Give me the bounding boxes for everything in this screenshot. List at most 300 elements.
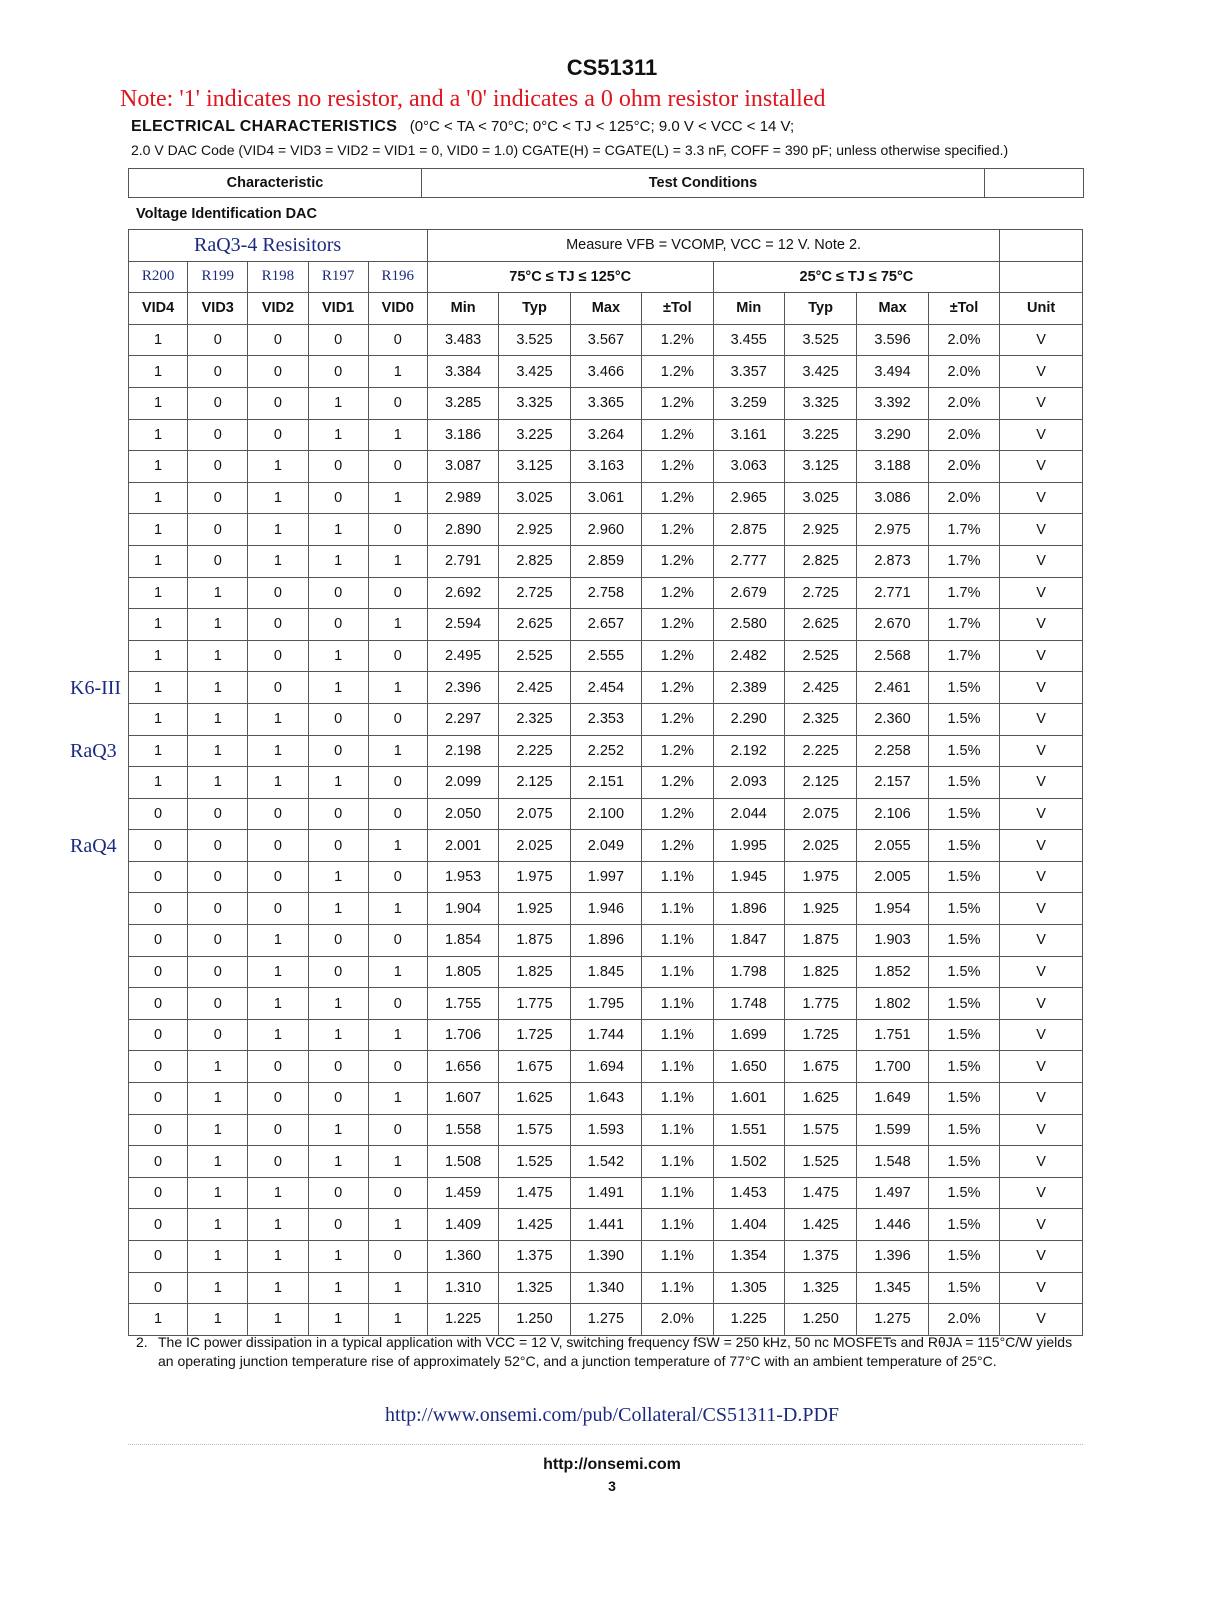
- table-cell: V: [1000, 1051, 1083, 1083]
- table-cell: 1.475: [499, 1177, 570, 1209]
- table-cell: 1: [308, 672, 368, 704]
- table-row: [129, 1241, 1083, 1273]
- table-cell: 1.409: [427, 1209, 498, 1241]
- table-cell: 2.225: [784, 735, 856, 767]
- table-cell: 1.5%: [928, 830, 1000, 862]
- column-header: Typ: [784, 293, 856, 325]
- table-cell: 2.0%: [928, 482, 1000, 514]
- table-cell: 0: [129, 1241, 188, 1273]
- table-cell: 1.390: [570, 1241, 641, 1273]
- table-cell: 0: [129, 798, 188, 830]
- table-cell: 1.396: [857, 1241, 928, 1273]
- table-cell: 2.725: [784, 577, 856, 609]
- table-cell: V: [1000, 482, 1083, 514]
- table-cell: 1: [368, 735, 427, 767]
- column-header: Min: [427, 293, 498, 325]
- table-cell: V: [1000, 767, 1083, 799]
- table-cell: 0: [368, 577, 427, 609]
- table-cell: 1.852: [857, 956, 928, 988]
- table-cell: 2.055: [857, 830, 928, 862]
- table-cell: 1.2%: [642, 356, 713, 388]
- table-cell: 3.025: [499, 482, 570, 514]
- table-cell: 1: [308, 1114, 368, 1146]
- table-cell: 0: [308, 324, 368, 356]
- resistor-label: R196: [368, 261, 427, 293]
- table-cell: 1: [248, 988, 308, 1020]
- table-cell: 1.375: [499, 1241, 570, 1273]
- table-cell: 1.508: [427, 1146, 498, 1178]
- table-cell: 3.525: [784, 324, 856, 356]
- table-cell: 1.1%: [642, 893, 713, 925]
- table-cell: 1: [129, 703, 188, 735]
- table-cell: 1.847: [713, 925, 784, 957]
- table-cell: 1.755: [427, 988, 498, 1020]
- table-cell: 1.1%: [642, 1177, 713, 1209]
- table-cell: 1.2%: [642, 324, 713, 356]
- table-cell: 1.875: [499, 925, 570, 957]
- table-row: [129, 324, 1083, 356]
- resistor-label: R198: [248, 261, 308, 293]
- table-cell: 3.025: [784, 482, 856, 514]
- table-cell: 1.751: [857, 1019, 928, 1051]
- table-cell: 1: [129, 356, 188, 388]
- table-cell: 1: [308, 514, 368, 546]
- temp-range-low: 25°C ≤ TJ ≤ 75°C: [713, 261, 1000, 293]
- table-cell: 1.5%: [928, 735, 1000, 767]
- table-cell: V: [1000, 798, 1083, 830]
- table-cell: 2.075: [784, 798, 856, 830]
- table-cell: 1: [368, 545, 427, 577]
- table-cell: 0: [129, 893, 188, 925]
- table-row: [129, 387, 1083, 419]
- table-cell: 1.798: [713, 956, 784, 988]
- table-cell: 1.5%: [928, 1209, 1000, 1241]
- table-cell: 1.744: [570, 1019, 641, 1051]
- table-cell: 1.1%: [642, 1272, 713, 1304]
- table-cell: 0: [129, 861, 188, 893]
- table-cell: 2.791: [427, 545, 498, 577]
- table-cell: 0: [188, 419, 248, 451]
- table-cell: 1.1%: [642, 1083, 713, 1115]
- table-cell: 2.389: [713, 672, 784, 704]
- table-cell: 1: [368, 830, 427, 862]
- table-row: [129, 1209, 1083, 1241]
- table-cell: 3.466: [570, 356, 641, 388]
- table-cell: V: [1000, 1019, 1083, 1051]
- table-cell: 1.525: [499, 1146, 570, 1178]
- table-cell: 0: [188, 482, 248, 514]
- table-cell: 1: [188, 1051, 248, 1083]
- table-cell: 1.325: [784, 1272, 856, 1304]
- table-cell: 2.258: [857, 735, 928, 767]
- table-cell: 1: [188, 672, 248, 704]
- table-cell: 1: [248, 735, 308, 767]
- table-cell: 0: [308, 703, 368, 735]
- table-cell: 3.325: [499, 387, 570, 419]
- table-cell: 1.225: [713, 1304, 784, 1336]
- table-cell: 1.340: [570, 1272, 641, 1304]
- table-cell: 1: [129, 451, 188, 483]
- resistor-note: Note: '1' indicates no resistor, and a '0' indicates a 0 ohm resistor installed: [120, 86, 826, 112]
- table-row: [129, 419, 1083, 451]
- table-cell: 1: [368, 609, 427, 641]
- table-cell: 1: [248, 703, 308, 735]
- table-cell: 2.198: [427, 735, 498, 767]
- table-cell: 2.425: [499, 672, 570, 704]
- table-cell: V: [1000, 609, 1083, 641]
- table-cell: 1: [188, 1146, 248, 1178]
- table-cell: 1.5%: [928, 1241, 1000, 1273]
- table-cell: 0: [129, 830, 188, 862]
- table-cell: 1.225: [427, 1304, 498, 1336]
- table-cell: 0: [129, 1146, 188, 1178]
- table-cell: 2.771: [857, 577, 928, 609]
- table-cell: V: [1000, 735, 1083, 767]
- table-cell: 0: [368, 1177, 427, 1209]
- table-cell: 1.854: [427, 925, 498, 957]
- table-cell: 1.650: [713, 1051, 784, 1083]
- table-cell: 0: [308, 1083, 368, 1115]
- table-cell: 1.5%: [928, 798, 1000, 830]
- table-cell: 2.625: [784, 609, 856, 641]
- table-cell: 2.0%: [928, 324, 1000, 356]
- table-cell: V: [1000, 861, 1083, 893]
- table-cell: 1.825: [784, 956, 856, 988]
- table-row: [129, 988, 1083, 1020]
- table-cell: 2.005: [857, 861, 928, 893]
- table-cell: 1: [188, 1114, 248, 1146]
- table-cell: 0: [368, 767, 427, 799]
- table-cell: 2.325: [499, 703, 570, 735]
- table-cell: 1: [368, 1209, 427, 1241]
- table-row: [129, 451, 1083, 483]
- table-cell: 1: [368, 356, 427, 388]
- table-cell: 1.625: [499, 1083, 570, 1115]
- table-cell: 1.5%: [928, 1019, 1000, 1051]
- raq-resistors-title: RaQ3-4 Resisitors: [129, 230, 428, 262]
- table-cell: 2.106: [857, 798, 928, 830]
- table-cell: 0: [188, 798, 248, 830]
- column-header: Typ: [499, 293, 570, 325]
- table-cell: 1: [308, 1241, 368, 1273]
- table-cell: 1.325: [499, 1272, 570, 1304]
- table-cell: 1.625: [784, 1083, 856, 1115]
- table-cell: 0: [129, 1083, 188, 1115]
- table-row: [129, 672, 1083, 704]
- table-row: [129, 1304, 1083, 1336]
- column-header: Min: [713, 293, 784, 325]
- footnote-number: 2.: [136, 1334, 148, 1350]
- table-cell: 1.502: [713, 1146, 784, 1178]
- table-cell: 1.699: [713, 1019, 784, 1051]
- table-cell: 3.365: [570, 387, 641, 419]
- table-cell: 3.325: [784, 387, 856, 419]
- table-cell: 0: [248, 861, 308, 893]
- table-cell: 3.086: [857, 482, 928, 514]
- table-cell: 0: [248, 387, 308, 419]
- table-cell: 1.1%: [642, 861, 713, 893]
- table-row: [129, 830, 1083, 862]
- table-cell: 3.225: [784, 419, 856, 451]
- table-cell: 2.049: [570, 830, 641, 862]
- table-cell: 0: [368, 640, 427, 672]
- side-label: RaQ3: [70, 739, 117, 762]
- table-cell: 1.5%: [928, 767, 1000, 799]
- table-cell: 0: [188, 356, 248, 388]
- table-cell: V: [1000, 925, 1083, 957]
- table-cell: 1: [248, 545, 308, 577]
- table-cell: 0: [129, 1177, 188, 1209]
- table-cell: 2.0%: [928, 387, 1000, 419]
- table-cell: 2.825: [499, 545, 570, 577]
- table-cell: 1.1%: [642, 925, 713, 957]
- table-cell: 3.357: [713, 356, 784, 388]
- table-cell: 3.596: [857, 324, 928, 356]
- table-row: [129, 767, 1083, 799]
- column-header: Max: [857, 293, 928, 325]
- table-cell: 0: [188, 514, 248, 546]
- table-cell: 1.404: [713, 1209, 784, 1241]
- table-cell: 2.100: [570, 798, 641, 830]
- table-row: [129, 861, 1083, 893]
- table-cell: 1.275: [570, 1304, 641, 1336]
- table-cell: 1.725: [784, 1019, 856, 1051]
- table-cell: 2.0%: [928, 356, 1000, 388]
- table-cell: 1.601: [713, 1083, 784, 1115]
- table-cell: V: [1000, 1272, 1083, 1304]
- table-cell: 3.259: [713, 387, 784, 419]
- table-cell: 2.151: [570, 767, 641, 799]
- table-row: [129, 577, 1083, 609]
- table-cell: 1.310: [427, 1272, 498, 1304]
- table-cell: V: [1000, 703, 1083, 735]
- table-cell: 1.802: [857, 988, 928, 1020]
- table-cell: 1.5%: [928, 703, 1000, 735]
- table-cell: 1.5%: [928, 956, 1000, 988]
- table-cell: 2.568: [857, 640, 928, 672]
- table-cell: 2.482: [713, 640, 784, 672]
- table-cell: 0: [188, 324, 248, 356]
- table-cell: 1: [368, 956, 427, 988]
- table-cell: 0: [308, 356, 368, 388]
- table-cell: 1.5%: [928, 893, 1000, 925]
- table-cell: 0: [248, 1146, 308, 1178]
- table-cell: 0: [248, 1051, 308, 1083]
- table-cell: V: [1000, 672, 1083, 704]
- table-cell: 1.250: [499, 1304, 570, 1336]
- measure-conditions: Measure VFB = VCOMP, VCC = 12 V. Note 2.: [427, 230, 999, 262]
- table-cell: 1.925: [499, 893, 570, 925]
- blank-cell: [1000, 261, 1083, 293]
- table-cell: 0: [188, 451, 248, 483]
- table-cell: 1.453: [713, 1177, 784, 1209]
- table-cell: 1: [308, 1146, 368, 1178]
- table-cell: 1: [188, 1177, 248, 1209]
- table-cell: 3.285: [427, 387, 498, 419]
- footnote-text: The IC power dissipation in a typical application with VCC = 12 V, switching frequency fSW = 250 kHz, 50 nc MOSFETs and RθJA = 115°C/W yields an operating junction temperature rise of approximately 52°C, and a junction temperature of 77°C with an ambient temperature of 25°C.: [158, 1334, 1073, 1369]
- table-cell: 1: [308, 861, 368, 893]
- table-cell: 0: [248, 577, 308, 609]
- table-cell: 1.425: [499, 1209, 570, 1241]
- resistor-label: R197: [308, 261, 368, 293]
- table-cell: 0: [188, 861, 248, 893]
- table-cell: 1.607: [427, 1083, 498, 1115]
- table-cell: 1: [368, 482, 427, 514]
- table-cell: 1.7%: [928, 640, 1000, 672]
- table-cell: V: [1000, 356, 1083, 388]
- table-cell: 0: [188, 387, 248, 419]
- table-cell: 1.2%: [642, 798, 713, 830]
- table-cell: 1.1%: [642, 1241, 713, 1273]
- table-cell: 1.2%: [642, 482, 713, 514]
- table-cell: V: [1000, 988, 1083, 1020]
- table-cell: 1.441: [570, 1209, 641, 1241]
- table-cell: 1.5%: [928, 1114, 1000, 1146]
- table-cell: 2.555: [570, 640, 641, 672]
- table-cell: 1: [129, 514, 188, 546]
- table-cell: 1.250: [784, 1304, 856, 1336]
- table-cell: 1: [129, 387, 188, 419]
- table-cell: 1.575: [499, 1114, 570, 1146]
- table-cell: 1: [129, 672, 188, 704]
- table-cell: 0: [308, 798, 368, 830]
- table-cell: 0: [368, 861, 427, 893]
- table-cell: 3.063: [713, 451, 784, 483]
- characteristic-header: Characteristic: [129, 169, 422, 198]
- table-cell: 0: [248, 1083, 308, 1115]
- table-cell: 0: [368, 703, 427, 735]
- table-cell: 1.5%: [928, 861, 1000, 893]
- table-cell: 3.525: [499, 324, 570, 356]
- table-cell: 1: [129, 482, 188, 514]
- table-cell: 1.375: [784, 1241, 856, 1273]
- table-cell: 3.188: [857, 451, 928, 483]
- table-cell: 0: [368, 1241, 427, 1273]
- table-row: [129, 1083, 1083, 1115]
- table-cell: 1.345: [857, 1272, 928, 1304]
- table-cell: 1.805: [427, 956, 498, 988]
- table-cell: 2.525: [784, 640, 856, 672]
- table-row: [129, 1114, 1083, 1146]
- table-cell: 1.5%: [928, 1146, 1000, 1178]
- table-cell: 1.700: [857, 1051, 928, 1083]
- table-cell: 0: [248, 324, 308, 356]
- table-cell: 1.903: [857, 925, 928, 957]
- table-cell: 2.325: [784, 703, 856, 735]
- table-cell: 1.2%: [642, 640, 713, 672]
- table-cell: V: [1000, 830, 1083, 862]
- table-cell: 1.1%: [642, 956, 713, 988]
- side-label: RaQ4: [70, 834, 117, 857]
- table-cell: V: [1000, 419, 1083, 451]
- table-cell: 2.297: [427, 703, 498, 735]
- table-cell: 2.580: [713, 609, 784, 641]
- table-cell: 1.491: [570, 1177, 641, 1209]
- table-cell: 1.975: [784, 861, 856, 893]
- table-cell: 3.425: [499, 356, 570, 388]
- table-cell: 1.845: [570, 956, 641, 988]
- table-cell: 1: [188, 640, 248, 672]
- table-cell: 0: [248, 609, 308, 641]
- table-cell: 1.925: [784, 893, 856, 925]
- table-cell: 1: [308, 988, 368, 1020]
- table-cell: 2.075: [499, 798, 570, 830]
- table-cell: 1.2%: [642, 609, 713, 641]
- table-cell: 1: [129, 545, 188, 577]
- table-cell: 0: [308, 577, 368, 609]
- table-cell: V: [1000, 1209, 1083, 1241]
- table-cell: 1: [188, 1209, 248, 1241]
- table-cell: 1: [248, 514, 308, 546]
- temp-range-high: 75°C ≤ TJ ≤ 125°C: [427, 261, 713, 293]
- table-cell: V: [1000, 451, 1083, 483]
- table-cell: 2.692: [427, 577, 498, 609]
- vid-header: VID4: [129, 293, 188, 325]
- table-cell: V: [1000, 387, 1083, 419]
- table-cell: 0: [188, 545, 248, 577]
- table-cell: 0: [368, 514, 427, 546]
- table-cell: 0: [308, 830, 368, 862]
- table-cell: 1.7%: [928, 514, 1000, 546]
- table-cell: 1: [129, 577, 188, 609]
- table-cell: 2.125: [499, 767, 570, 799]
- table-cell: 1: [248, 1019, 308, 1051]
- table-cell: 3.163: [570, 451, 641, 483]
- table-cell: 1: [368, 893, 427, 925]
- table-cell: 3.455: [713, 324, 784, 356]
- table-cell: V: [1000, 545, 1083, 577]
- table-row: [129, 798, 1083, 830]
- resistor-label: R199: [188, 261, 248, 293]
- table-cell: 0: [368, 798, 427, 830]
- table-cell: 1.825: [499, 956, 570, 988]
- table-cell: 1.2%: [642, 672, 713, 704]
- footer-divider: [128, 1444, 1083, 1445]
- table-cell: 1: [308, 640, 368, 672]
- table-cell: 1.305: [713, 1272, 784, 1304]
- table-cell: 1: [188, 735, 248, 767]
- table-cell: 3.290: [857, 419, 928, 451]
- table-cell: 1: [368, 672, 427, 704]
- table-cell: 2.093: [713, 767, 784, 799]
- table-cell: 1.795: [570, 988, 641, 1020]
- table-cell: 1: [188, 1272, 248, 1304]
- resistor-label: R200: [129, 261, 188, 293]
- table-cell: 1.656: [427, 1051, 498, 1083]
- table-cell: 1: [368, 1019, 427, 1051]
- table-cell: 0: [368, 324, 427, 356]
- table-cell: V: [1000, 956, 1083, 988]
- table-cell: 1.1%: [642, 1209, 713, 1241]
- table-cell: 1: [368, 419, 427, 451]
- table-cell: V: [1000, 893, 1083, 925]
- table-cell: 1.5%: [928, 925, 1000, 957]
- table-cell: 0: [368, 988, 427, 1020]
- table-cell: 1.1%: [642, 1051, 713, 1083]
- table-row: [129, 482, 1083, 514]
- table-cell: 3.384: [427, 356, 498, 388]
- table-cell: 1.1%: [642, 1019, 713, 1051]
- table-cell: 1: [308, 1019, 368, 1051]
- table-row: [129, 1019, 1083, 1051]
- table-cell: 0: [248, 419, 308, 451]
- table-cell: 1: [368, 1304, 427, 1336]
- table-cell: 1: [188, 1304, 248, 1336]
- table-cell: 1.497: [857, 1177, 928, 1209]
- table-cell: 1.575: [784, 1114, 856, 1146]
- table-cell: 2.825: [784, 545, 856, 577]
- table-cell: 1.775: [499, 988, 570, 1020]
